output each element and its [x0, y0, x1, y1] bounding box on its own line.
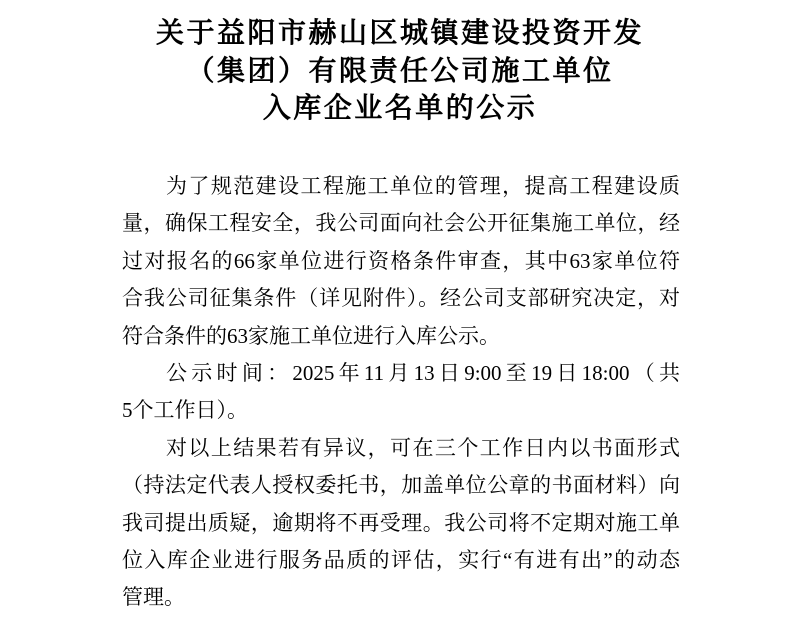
- body-line: 管理。: [122, 585, 185, 610]
- body-line: 量，确保工程安全，我公司面向社会公开征集施工单位，经: [122, 211, 680, 236]
- body-line: 位入库企业进行服务品质的评估，实行“有进有出”的动态: [122, 548, 680, 573]
- title-line-2: （集团）有限责任公司施工单位: [186, 54, 614, 86]
- document-body: [122, 168, 680, 617]
- document-title: [121, 14, 679, 127]
- title-line-3: 入库企业名单的公示: [262, 92, 538, 123]
- body-line-publicity-time: 公示时间：2025年11月13日9:00至19日18:00（共: [166, 361, 680, 386]
- body-line: 为了规范建设工程施工单位的管理，提高工程建设质: [166, 174, 680, 198]
- body-line: 符合条件的63家施工单位进行入库公示。: [122, 323, 500, 348]
- body-line: 我司提出质疑，逾期将不再受理。我公司将不定期对施工单: [122, 510, 680, 535]
- body-line: （持法定代表人授权委托书，加盖单位公章的书面材料）向: [122, 473, 680, 498]
- title-line-1: 关于益阳市赫山区城镇建设投资开发: [155, 17, 644, 48]
- body-line: 过对报名的66家单位进行资格条件审查，其中63家单位符: [122, 248, 680, 273]
- body-line: 合我公司征集条件（详见附件）。经公司支部研究决定，对: [122, 286, 680, 311]
- body-line: 对以上结果若有异议，可在三个工作日内以书面形式: [166, 435, 680, 460]
- body-line: 5个工作日）。: [122, 398, 248, 423]
